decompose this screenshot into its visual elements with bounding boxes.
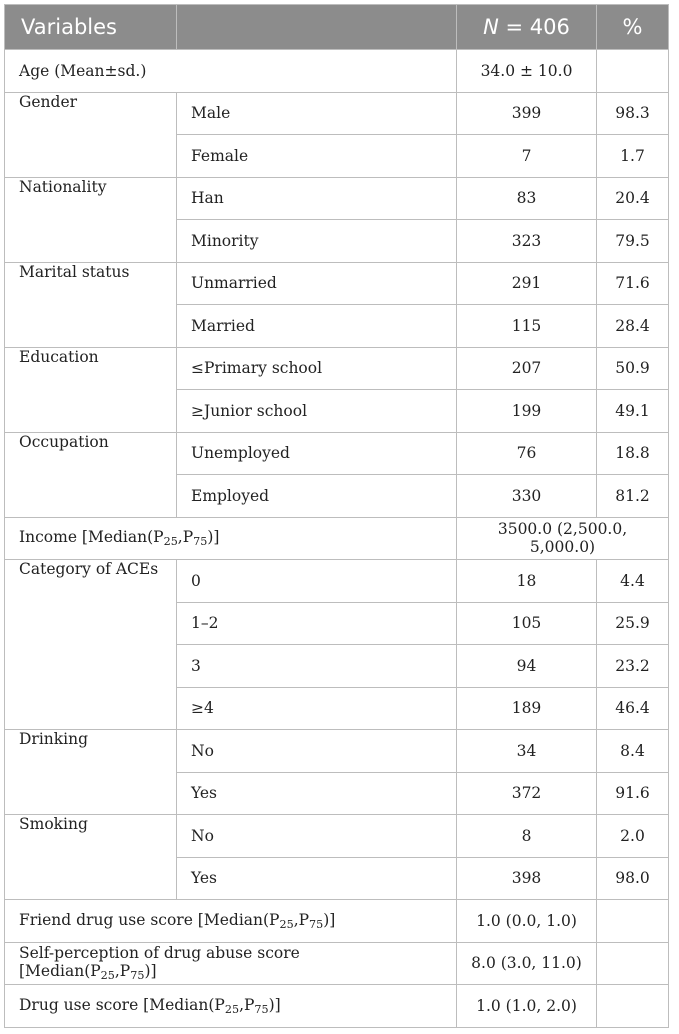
demographics-table [4, 4, 669, 1028]
row-label-income: Income $[Median(P_{25},P_{75})]$ [5, 517, 457, 560]
table-row [5, 900, 669, 943]
table-row [5, 942, 669, 985]
table-row [5, 432, 669, 475]
percent-cell: 2.0 [597, 815, 669, 858]
group-label-education: Education [5, 347, 177, 432]
category-cell: Married [177, 305, 457, 348]
category-cell: No [177, 730, 457, 773]
count-cell: 7 [457, 135, 597, 178]
count-cell: 105 [457, 602, 597, 645]
category-cell: Unmarried [177, 262, 457, 305]
header-blank [177, 5, 457, 50]
category-cell: ≥Junior school [177, 390, 457, 433]
percent-cell: 46.4 [597, 687, 669, 730]
table-row [5, 730, 669, 773]
category-cell: Han [177, 177, 457, 220]
row-label-friend-drug-use: Friend drug use score $[Median(P_{25},P_{75})]$ [5, 900, 457, 943]
table-body [5, 50, 669, 1028]
percent-cell: 98.3 [597, 92, 669, 135]
group-label-nationality: Nationality [5, 177, 177, 262]
count-cell: 115 [457, 305, 597, 348]
percent-cell: 71.6 [597, 262, 669, 305]
category-cell: 1–2 [177, 602, 457, 645]
percent-cell: 91.6 [597, 772, 669, 815]
header-variables: Variables [5, 5, 177, 50]
row-label-self-perception: Self-perception of drug abuse score $[Median(P_{25},P_{75})]$ [5, 942, 457, 985]
table-row [5, 347, 669, 390]
category-cell: Yes [177, 857, 457, 900]
group-label-marital-status: Marital status [5, 262, 177, 347]
table-row [5, 177, 669, 220]
percent-cell: 28.4 [597, 305, 669, 348]
table-row [5, 985, 669, 1028]
category-cell: Unemployed [177, 432, 457, 475]
count-cell: 76 [457, 432, 597, 475]
percent-cell: 23.2 [597, 645, 669, 688]
percent-cell: 25.9 [597, 602, 669, 645]
table-header [5, 5, 669, 50]
count-cell: 83 [457, 177, 597, 220]
count-cell: 18 [457, 560, 597, 603]
count-cell: 398 [457, 857, 597, 900]
count-cell: 8 [457, 815, 597, 858]
table-row [5, 50, 669, 93]
count-cell: 372 [457, 772, 597, 815]
group-label-aces: Category of ACEs [5, 560, 177, 730]
percent-cell: 79.5 [597, 220, 669, 263]
row-label-drug-use: Drug use score $[Median(P_{25},P_{75})]$ [5, 985, 457, 1028]
category-cell: ≥4 [177, 687, 457, 730]
table-row [5, 262, 669, 305]
count-cell: 291 [457, 262, 597, 305]
category-cell: Yes [177, 772, 457, 815]
percent-cell: 49.1 [597, 390, 669, 433]
percent-cell: 4.4 [597, 560, 669, 603]
row-value-self-perception: 8.0 (3.0, 11.0) [457, 942, 597, 985]
row-label-age: Age (Mean±sd.) [5, 50, 457, 93]
empty-cell [597, 900, 669, 943]
count-cell: 94 [457, 645, 597, 688]
group-label-gender: Gender [5, 92, 177, 177]
header-n [457, 5, 597, 50]
row-value-friend-drug-use: 1.0 (0.0, 1.0) [457, 900, 597, 943]
table-row [5, 560, 669, 603]
count-cell: 189 [457, 687, 597, 730]
count-cell: 34 [457, 730, 597, 773]
table-row [5, 815, 669, 858]
table-row [5, 517, 669, 560]
header-n-value: = 406 [505, 15, 570, 39]
percent-cell: 1.7 [597, 135, 669, 178]
row-value-drug-use: 1.0 (1.0, 2.0) [457, 985, 597, 1028]
category-cell: No [177, 815, 457, 858]
category-cell: 3 [177, 645, 457, 688]
group-label-occupation: Occupation [5, 432, 177, 517]
group-label-drinking: Drinking [5, 730, 177, 815]
group-label-smoking: Smoking [5, 815, 177, 900]
count-cell: 207 [457, 347, 597, 390]
percent-cell: 50.9 [597, 347, 669, 390]
percent-cell: 8.4 [597, 730, 669, 773]
row-value-age: 34.0 ± 10.0 [457, 50, 597, 93]
percent-cell: 20.4 [597, 177, 669, 220]
percent-cell: 98.0 [597, 857, 669, 900]
category-cell: ≤Primary school [177, 347, 457, 390]
category-cell: Female [177, 135, 457, 178]
table-row [5, 92, 669, 135]
count-cell: 330 [457, 475, 597, 518]
header-n-symbol: N [483, 15, 499, 39]
count-cell: 199 [457, 390, 597, 433]
category-cell: Minority [177, 220, 457, 263]
count-cell: 323 [457, 220, 597, 263]
count-cell: 399 [457, 92, 597, 135]
percent-cell: 18.8 [597, 432, 669, 475]
category-cell: 0 [177, 560, 457, 603]
empty-cell [597, 50, 669, 93]
row-value-income: 3500.0 (2,500.0, 5,000.0) [457, 517, 669, 560]
percent-cell: 81.2 [597, 475, 669, 518]
category-cell: Employed [177, 475, 457, 518]
category-cell: Male [177, 92, 457, 135]
header-percent: % [597, 5, 669, 50]
empty-cell [597, 942, 669, 985]
empty-cell [597, 985, 669, 1028]
